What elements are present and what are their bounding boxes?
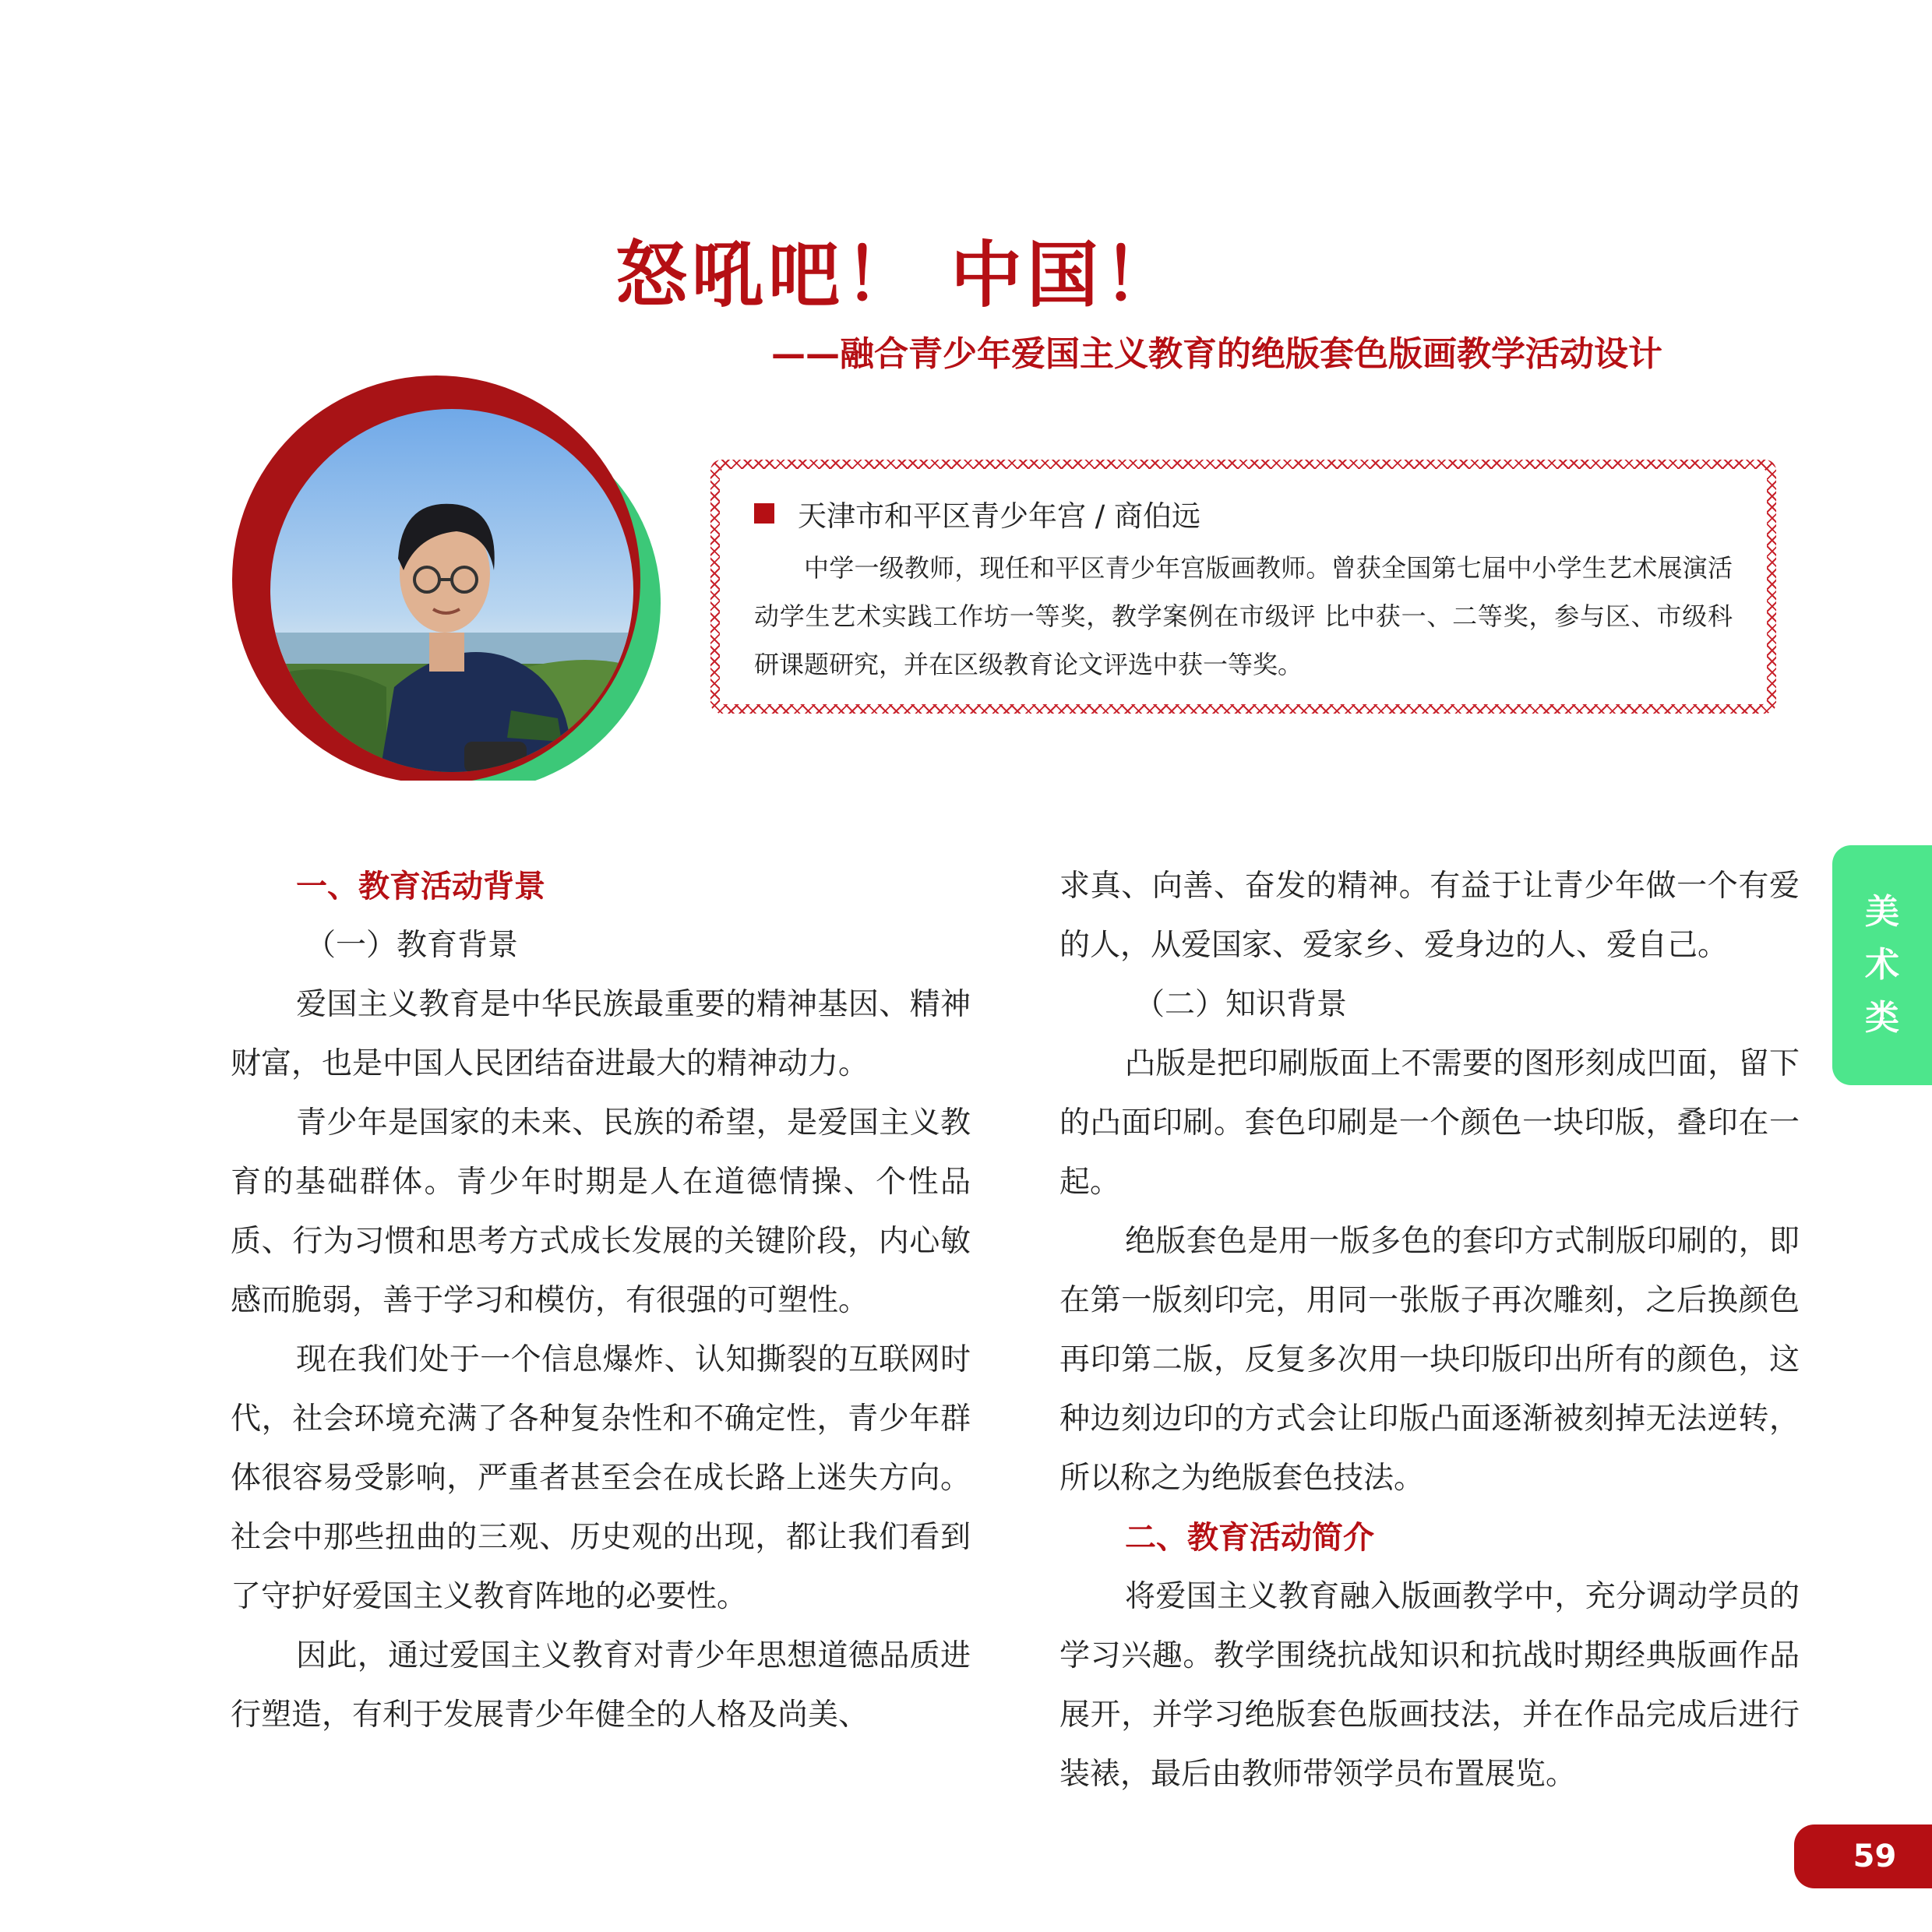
tab-char: 类 <box>1865 998 1899 1038</box>
paragraph: 求真、向善、奋发的精神。有益于让青少年做一个有爱的人，从爱国家、爱家乡、爱身边的人、爱自己。 <box>1059 869 1800 963</box>
page-number: 59 <box>1794 1824 1932 1888</box>
paragraph: 绝版套色是用一版多色的套印方式制版印刷的，即在第一版刻印完，用同一张版子再次雕刻，之后换颜色再印第二版，反复多次用一块印版印出所有的颜色，这种边刻边印的方式会让印版凸面逐渐被刻掉无法逆转，所以称之为绝版套色技法。 <box>1059 1224 1800 1496</box>
page-title: 怒吼吧！ 中国！ <box>615 234 1180 317</box>
category-side-tab <box>1832 845 1932 1085</box>
subheading-knowledge-background: （二）知识背景 <box>1134 987 1348 1022</box>
paragraph: 凸版是把印刷版面上不需要的图形刻成凹面，留下的凸面印刷。套色印刷是一个颜色一块印版，叠印在一起。 <box>1059 1046 1800 1200</box>
square-bullet-icon <box>754 503 774 524</box>
paragraph: 爱国主义教育是中华民族最重要的精神基因、精神财富，也是中国人民团结奋进最大的精神动力。 <box>231 987 971 1081</box>
paragraph: 因此，通过爱国主义教育对青少年思想道德品质进行塑造，有利于发展青少年健全的人格及尚美、 <box>231 1638 971 1733</box>
tab-char: 术 <box>1865 945 1899 985</box>
paragraph: 青少年是国家的未来、民族的希望，是爱国主义教育的基础群体。青少年时期是人在道德情操、个性品质、行为习惯和思考方式成长发展的关键阶段，内心敏感而脆弱，善于学习和模仿，有很强的可塑性。 <box>231 1105 971 1318</box>
author-bio-text: 中学一级教师，现任和平区青少年宫版画教师。曾获全国第七届中小学生艺术展演活动学生艺术实践工作坊一等奖，教学案例在市级评 比中获一、二等奖，参与区、市级科研课题研究，并在区级教育论文评选中获一等奖。 <box>754 553 1733 679</box>
author-heading <box>754 492 1733 534</box>
paragraph: 将爱国主义教育融入版画教学中，充分调动学员的学习兴趣。教学围绕抗战知识和抗战时期经典版画作品展开，并学习绝版套色版画技法，并在作品完成后进行装裱，最后由教师带领学员布置展览。 <box>1059 1579 1800 1792</box>
page-subtitle: ——融合青少年爱国主义教育的绝版套色版画教学活动设计 <box>771 334 1662 374</box>
paragraph: 现在我们处于一个信息爆炸、认知撕裂的互联网时代，社会环境充满了各种复杂性和不确定性，青少年群体很容易受影响，严重者甚至会在成长路上迷失方向。社会中那些扭曲的三观、历史观的出现，都让我们看到了守护好爱国主义教育阵地的必要性。 <box>231 1342 971 1614</box>
left-column <box>231 857 971 1745</box>
tab-char: 美 <box>1865 892 1899 932</box>
author-line: 天津市和平区青少年宫 / 商伯远 <box>798 499 1200 533</box>
author-portrait <box>231 375 667 781</box>
author-bio-box <box>710 460 1776 714</box>
section-heading-2: 二、教育活动简介 <box>1125 1520 1374 1556</box>
right-column <box>1059 857 1800 1804</box>
subheading-education-background: （一）教育背景 <box>305 928 519 963</box>
section-heading-1: 一、教育活动背景 <box>296 869 545 904</box>
